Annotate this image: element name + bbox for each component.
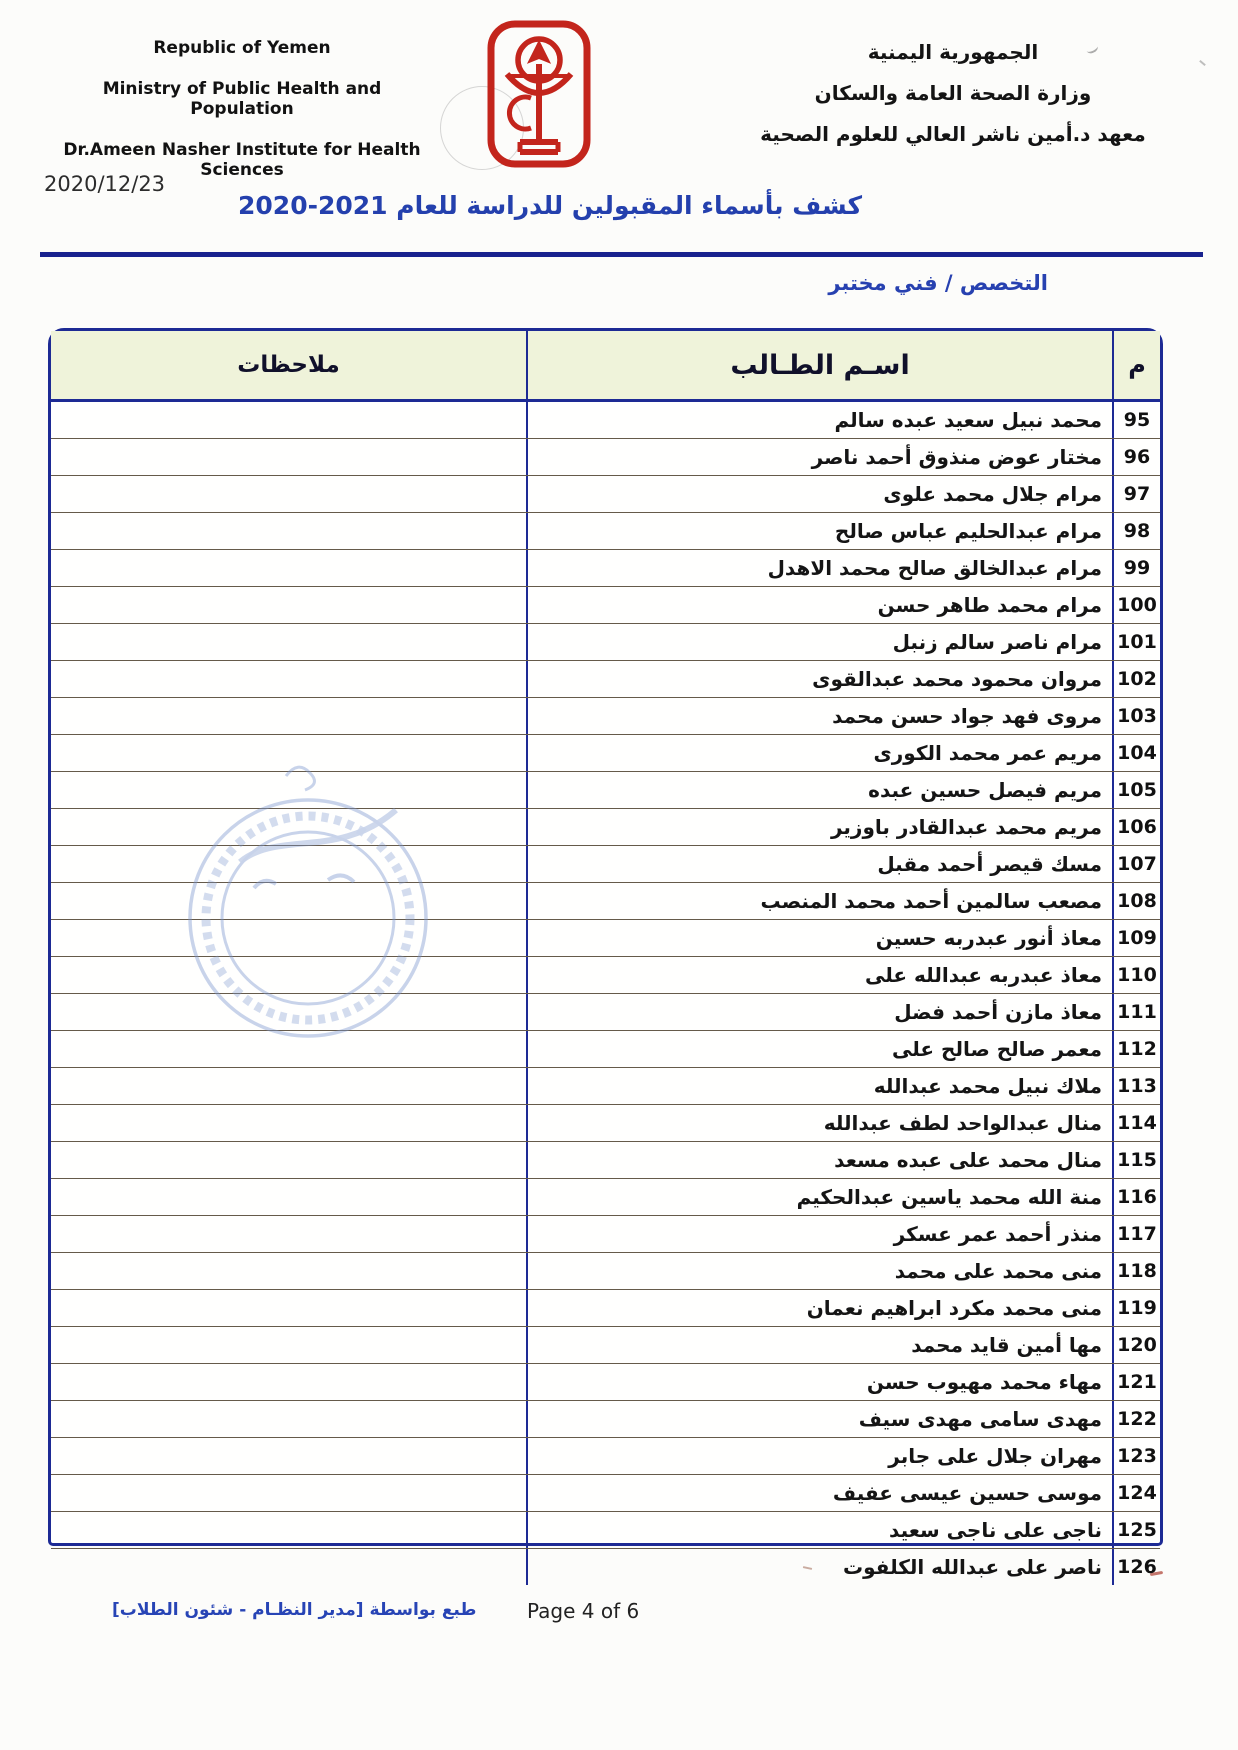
table-header-row bbox=[51, 331, 1160, 402]
row-number: 112 bbox=[1112, 1031, 1160, 1067]
row-notes bbox=[51, 772, 526, 808]
table-row bbox=[51, 513, 1160, 550]
header-en-line3: Dr.Ameen Nasher Institute for Health Sciences bbox=[63, 140, 421, 180]
row-number: 126 bbox=[1112, 1549, 1160, 1585]
page-title: كشف بأسماء المقبولين للدراسة للعام 2021-2020 bbox=[238, 191, 862, 220]
row-notes bbox=[51, 439, 526, 475]
row-name: مروى فهد جواد حسن محمد bbox=[526, 698, 1112, 734]
row-name: معمر صالح صالح على bbox=[526, 1031, 1112, 1067]
table-row bbox=[51, 883, 1160, 920]
table-body bbox=[51, 402, 1160, 1585]
row-name: معاذ عبدربه عبدالله على bbox=[526, 957, 1112, 993]
row-number: 95 bbox=[1112, 402, 1160, 438]
row-name: منال محمد على عبده مسعد bbox=[526, 1142, 1112, 1178]
students-table bbox=[48, 328, 1163, 1579]
row-notes bbox=[51, 809, 526, 845]
row-number: 109 bbox=[1112, 920, 1160, 956]
row-number: 114 bbox=[1112, 1105, 1160, 1141]
row-notes bbox=[51, 1031, 526, 1067]
row-number: 121 bbox=[1112, 1364, 1160, 1400]
row-number: 120 bbox=[1112, 1327, 1160, 1363]
table-row bbox=[51, 1438, 1160, 1475]
specialization-label: التخصص / فني مختبر bbox=[828, 271, 1048, 295]
row-number: 113 bbox=[1112, 1068, 1160, 1104]
table-row bbox=[51, 1512, 1160, 1549]
row-notes bbox=[51, 513, 526, 549]
row-notes bbox=[51, 402, 526, 438]
row-notes bbox=[51, 476, 526, 512]
row-name: مرام جلال محمد علوى bbox=[526, 476, 1112, 512]
row-notes bbox=[51, 994, 526, 1030]
row-number: 125 bbox=[1112, 1512, 1160, 1548]
row-name: مها أمين قايد محمد bbox=[526, 1327, 1112, 1363]
institute-emblem-icon bbox=[487, 20, 591, 168]
row-number: 101 bbox=[1112, 624, 1160, 660]
row-number: 103 bbox=[1112, 698, 1160, 734]
table-row bbox=[51, 1179, 1160, 1216]
table-row bbox=[51, 550, 1160, 587]
row-notes bbox=[51, 1475, 526, 1511]
table-row bbox=[51, 402, 1160, 439]
row-name: مريم محمد عبدالقادر باوزير bbox=[526, 809, 1112, 845]
table-row bbox=[51, 994, 1160, 1031]
header-ar-line3: معهد د.أمين ناشر العالي للعلوم الصحية bbox=[760, 122, 1146, 146]
row-notes bbox=[51, 1364, 526, 1400]
table-row bbox=[51, 1290, 1160, 1327]
row-notes bbox=[51, 1401, 526, 1437]
header-ar-line1: الجمهورية اليمنية bbox=[867, 40, 1039, 64]
row-name: مرام ناصر سالم زنبل bbox=[526, 624, 1112, 660]
row-number: 96 bbox=[1112, 439, 1160, 475]
row-name: منة الله محمد ياسين عبدالحكيم bbox=[526, 1179, 1112, 1215]
table-row bbox=[51, 1327, 1160, 1364]
row-number: 107 bbox=[1112, 846, 1160, 882]
row-number: 98 bbox=[1112, 513, 1160, 549]
table-row bbox=[51, 920, 1160, 957]
row-notes bbox=[51, 883, 526, 919]
row-name: ناجى على ناجى سعيد bbox=[526, 1512, 1112, 1548]
row-notes bbox=[51, 550, 526, 586]
row-number: 123 bbox=[1112, 1438, 1160, 1474]
row-notes bbox=[51, 661, 526, 697]
row-name: مختار عوض منذوق أحمد ناصر bbox=[526, 439, 1112, 475]
row-notes bbox=[51, 1512, 526, 1548]
row-name: مرام محمد طاهر حسن bbox=[526, 587, 1112, 623]
header-arabic bbox=[718, 40, 1188, 163]
row-notes bbox=[51, 1327, 526, 1363]
table-row bbox=[51, 476, 1160, 513]
table-row bbox=[51, 1031, 1160, 1068]
page-number-label: Page 4 of 6 bbox=[527, 1599, 640, 1623]
column-header-name: اسـم الطـالب bbox=[526, 331, 1112, 399]
table-row bbox=[51, 1364, 1160, 1401]
table-row bbox=[51, 1216, 1160, 1253]
table-row bbox=[51, 661, 1160, 698]
row-name: مروان محمود محمد عبدالقوى bbox=[526, 661, 1112, 697]
row-notes bbox=[51, 1179, 526, 1215]
row-number: 110 bbox=[1112, 957, 1160, 993]
table-row bbox=[51, 587, 1160, 624]
row-number: 100 bbox=[1112, 587, 1160, 623]
row-name: معاذ أنور عبدربه حسين bbox=[526, 920, 1112, 956]
table-row bbox=[51, 1253, 1160, 1290]
row-number: 104 bbox=[1112, 735, 1160, 771]
document-date: 2020/12/23 bbox=[44, 172, 166, 196]
row-name: موسى حسين عيسى عفيف bbox=[526, 1475, 1112, 1511]
row-number: 116 bbox=[1112, 1179, 1160, 1215]
table-row bbox=[51, 809, 1160, 846]
row-name: مهدى سامى مهدى سيف bbox=[526, 1401, 1112, 1437]
row-number: 99 bbox=[1112, 550, 1160, 586]
row-name: مهاء محمد مهيوب حسن bbox=[526, 1364, 1112, 1400]
column-header-number: م bbox=[1112, 331, 1160, 399]
table-row bbox=[51, 1401, 1160, 1438]
row-notes bbox=[51, 735, 526, 771]
table-row bbox=[51, 735, 1160, 772]
table-row bbox=[51, 1105, 1160, 1142]
header-en-line1: Republic of Yemen bbox=[153, 38, 331, 58]
table-row bbox=[51, 1475, 1160, 1512]
row-number: 97 bbox=[1112, 476, 1160, 512]
row-notes bbox=[51, 1253, 526, 1289]
row-number: 115 bbox=[1112, 1142, 1160, 1178]
row-number: 122 bbox=[1112, 1401, 1160, 1437]
row-notes bbox=[51, 957, 526, 993]
row-name: منال عبدالواحد لطف عبدالله bbox=[526, 1105, 1112, 1141]
table-row bbox=[51, 698, 1160, 735]
column-header-notes: ملاحظات bbox=[237, 352, 340, 378]
row-notes bbox=[51, 1216, 526, 1252]
table-row bbox=[51, 1549, 1160, 1585]
printed-by-label: طبع بواسطة [مدير النظـام - شئون الطلاب] bbox=[112, 1600, 477, 1620]
row-name: مسك قيصر أحمد مقبل bbox=[526, 846, 1112, 882]
header-en-line2: Ministry of Public Health and Population bbox=[102, 79, 382, 119]
row-name: مريم فيصل حسين عبده bbox=[526, 772, 1112, 808]
row-name: مرام عبدالحليم عباس صالح bbox=[526, 513, 1112, 549]
table-row bbox=[51, 846, 1160, 883]
table-row bbox=[51, 772, 1160, 809]
row-number: 105 bbox=[1112, 772, 1160, 808]
row-name: منى محمد مكرد ابراهيم نعمان bbox=[526, 1290, 1112, 1326]
row-notes bbox=[51, 624, 526, 660]
row-name: مرام عبدالخالق صالح محمد الاهدل bbox=[526, 550, 1112, 586]
row-notes bbox=[51, 1549, 526, 1585]
row-number: 119 bbox=[1112, 1290, 1160, 1326]
row-number: 102 bbox=[1112, 661, 1160, 697]
row-notes bbox=[51, 698, 526, 734]
row-number: 117 bbox=[1112, 1216, 1160, 1252]
row-number: 111 bbox=[1112, 994, 1160, 1030]
row-number: 108 bbox=[1112, 883, 1160, 919]
row-name: منذر أحمد عمر عسكر bbox=[526, 1216, 1112, 1252]
row-number: 118 bbox=[1112, 1253, 1160, 1289]
row-name: معاذ مازن أحمد فضل bbox=[526, 994, 1112, 1030]
row-name: مصعب سالمين أحمد محمد المنصب bbox=[526, 883, 1112, 919]
row-name: ناصر على عبدالله الكلفوت bbox=[526, 1549, 1112, 1585]
row-notes bbox=[51, 920, 526, 956]
table-row bbox=[51, 1068, 1160, 1105]
row-name: منى محمد على محمد bbox=[526, 1253, 1112, 1289]
row-notes bbox=[51, 1142, 526, 1178]
row-notes bbox=[51, 846, 526, 882]
table-row bbox=[51, 624, 1160, 661]
table-row bbox=[51, 1142, 1160, 1179]
row-notes bbox=[51, 1068, 526, 1104]
scan-artifact bbox=[1199, 60, 1206, 66]
row-notes bbox=[51, 1105, 526, 1141]
table-row bbox=[51, 439, 1160, 476]
table-row bbox=[51, 957, 1160, 994]
row-number: 124 bbox=[1112, 1475, 1160, 1511]
row-notes bbox=[51, 587, 526, 623]
row-name: محمد نبيل سعيد عبده سالم bbox=[526, 402, 1112, 438]
divider-rule bbox=[40, 252, 1203, 257]
row-name: مهران جلال على جابر bbox=[526, 1438, 1112, 1474]
row-notes bbox=[51, 1438, 526, 1474]
row-name: مريم عمر محمد الكورى bbox=[526, 735, 1112, 771]
header-ar-line2: وزارة الصحة العامة والسكان bbox=[814, 81, 1092, 105]
row-notes bbox=[51, 1290, 526, 1326]
row-number: 106 bbox=[1112, 809, 1160, 845]
row-name: ملاك نبيل محمد عبدالله bbox=[526, 1068, 1112, 1104]
